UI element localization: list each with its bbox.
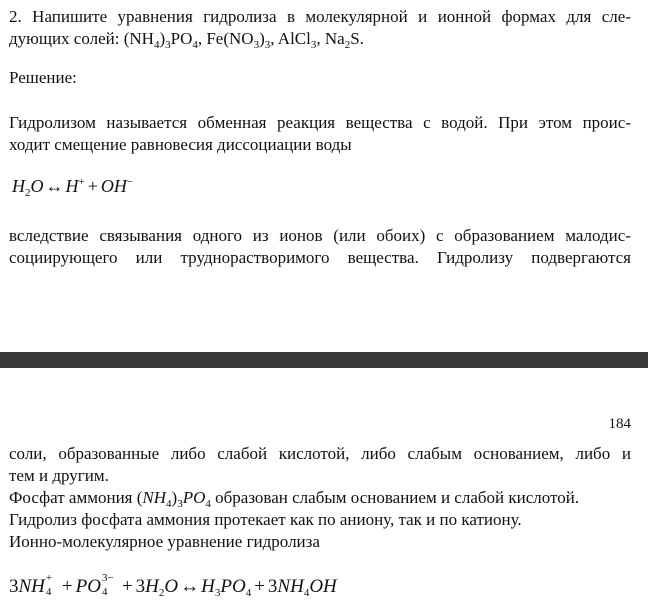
task-line-2 [9,28,364,56]
continuation-line-2: тем и другим. [9,466,109,485]
subscript: 2 [344,39,351,51]
eq-subscript: 4 [245,587,252,599]
eq-symbol: H [12,176,25,196]
subscript: 3 [253,39,260,51]
eq-subscript: 2 [158,587,165,599]
eq-sup-sub [45,572,59,598]
eq-symbol: H [201,576,215,597]
equilibrium-arrow-icon: ↔ [180,576,200,597]
text: образован слабым основанием и слабой кислотой. [210,488,580,507]
subscript: 3 [177,498,183,510]
eq-operator: + [121,576,133,597]
eq-charge: + [78,176,85,188]
intro-line-1: Гидролизом называется обменная реакция вещества с водой. При этом проис- [9,113,631,132]
eq-sup-sub [101,572,119,598]
water-dissociation-equation [12,176,133,199]
continuation-line-1: соли, образованные либо слабой кислотой, либо слабым основанием, либо и [9,444,631,463]
eq-operator: + [87,176,98,196]
subscript: 3 [264,39,271,51]
subscript: 3 [165,39,171,51]
task-text: дующих солей: (NH [9,29,154,48]
equilibrium-arrow-icon: ↔ [45,176,64,196]
task-text: S. [350,29,364,48]
eq-operator: + [61,576,73,597]
subscript: 4 [153,39,160,51]
text: ) [171,488,178,507]
subscript: 4 [192,39,198,51]
consequence-line-1: вследствие связывания одного из ионов (или обоих) с образованием малодис- [9,226,631,245]
ionic-hydrolysis-equation [9,572,337,599]
eq-symbol: OH [309,576,337,597]
task-text: , Na [316,29,345,48]
subscript: 3 [310,39,317,51]
eq-coefficient: 3 [135,576,146,597]
eq-symbol: NH [18,576,45,597]
eq-subscript: 4 [101,586,108,598]
solution-heading: Решение: [9,68,77,87]
eq-charge: + [45,572,53,584]
eq-symbol: OH [100,176,127,196]
eq-symbol: PO [75,576,101,597]
eq-subscript: 3 [214,587,221,599]
subscript: 4 [205,498,211,510]
page-number: 184 [608,416,631,432]
page-separator [0,352,648,368]
formula-text: NH [142,488,167,507]
eq-symbol: H [145,576,159,597]
eq-symbol: H [65,176,79,196]
continuation-line-4: Гидролиз фосфата аммония протекает как по аниону, так и по катиону. [9,510,522,529]
eq-coefficient: 3 [9,576,19,597]
task-text: ) [159,29,166,48]
eq-subscript: 4 [303,587,310,599]
eq-operator: + [254,576,265,597]
eq-charge: − [126,176,134,188]
task-line-1: 2. Напишите уравнения гидролиза в молекулярной и ионной формах для сле- [9,7,631,26]
eq-subscript: 2 [25,187,31,199]
intro-line-2: ходит смещение равновесия диссоциации воды [9,135,352,154]
task-text: ) [259,29,265,48]
text: Фосфат аммония ( [9,488,143,507]
task-text: , Fe(NO [197,29,254,48]
continuation-line-5: Ионно-молекулярное уравнение гидролиза [9,532,320,551]
task-text: , AlCl [270,29,311,48]
eq-coefficient: 3 [267,576,278,597]
document-page-bottom [0,368,648,611]
eq-symbol: O [164,576,179,597]
eq-symbol: O [30,176,44,196]
eq-symbol: NH [277,576,304,597]
consequence-line-2: социирующего или труднорастворимого вещества. Гидролизу подвергаются [9,248,631,267]
formula-text: PO [182,488,206,507]
eq-subscript: 4 [45,586,52,598]
task-text: PO [170,29,193,48]
subscript: 4 [166,498,172,510]
eq-symbol: PO [220,576,246,597]
eq-charge: 3− [101,572,114,584]
